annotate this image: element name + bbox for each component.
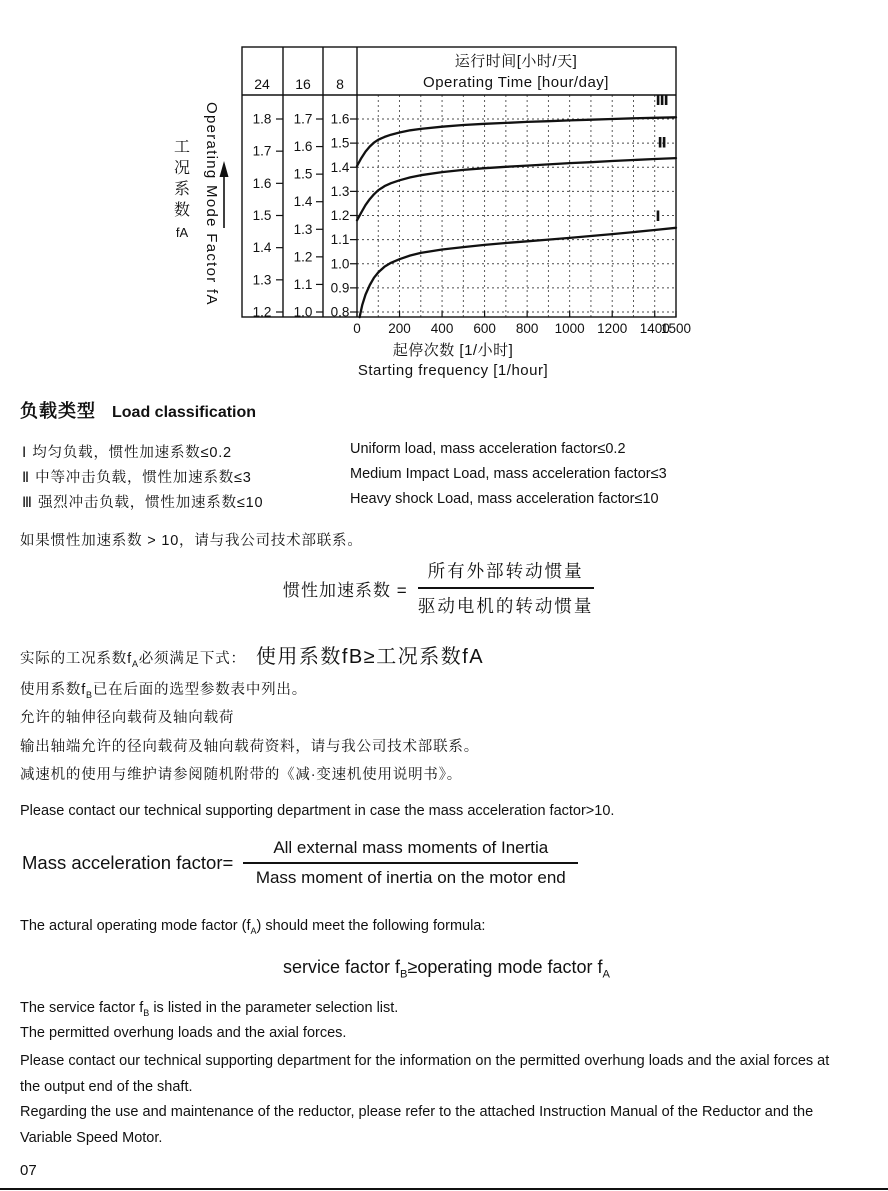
en-formula-numerator: All external mass moments of Inertia	[243, 838, 578, 864]
svg-text:Ⅲ: Ⅲ	[655, 92, 669, 109]
svg-text:1.2: 1.2	[293, 249, 313, 265]
svg-text:1200: 1200	[597, 321, 628, 336]
y-axis-label-zh-fa: fA	[175, 225, 189, 240]
y-axis-label-zh	[174, 139, 190, 219]
chart-svg	[158, 40, 698, 390]
svg-text:1.3: 1.3	[252, 272, 272, 288]
svg-text:1.1: 1.1	[330, 232, 350, 248]
load-row-zh: 中等冲击负载，惯性加速系数≤3	[35, 470, 252, 486]
svg-text:200: 200	[388, 321, 411, 336]
svg-text:1.4: 1.4	[293, 194, 313, 210]
operating-mode-factor-chart	[158, 40, 698, 390]
svg-text:1.5: 1.5	[330, 135, 350, 151]
en-manual-paragraph: Regarding the use and maintenance of the reductor, please refer to the attached Instruction Manual of the Reductor and the Variable Speed Motor.	[20, 1104, 814, 1146]
zh-formula-lhs: 惯性加速系数 =	[283, 580, 408, 600]
svg-text:1.0: 1.0	[330, 256, 350, 272]
svg-text:Ⅱ: Ⅱ	[657, 134, 667, 151]
zh-mass-acceleration-formula	[283, 558, 594, 618]
svg-text:1.7: 1.7	[293, 111, 313, 127]
svg-text:1.0: 1.0	[293, 304, 313, 320]
en-contact-note: Please contact our technical supporting department in case the mass acceleration factor>10.	[20, 803, 615, 819]
en-overhung-line: The permitted overhung loads and the axial forces.	[20, 1025, 347, 1041]
svg-text:400: 400	[430, 321, 454, 336]
svg-text:Ⅰ: Ⅰ	[655, 207, 661, 224]
zh-requirement-prefix: 实际的工况系数$f_A$必须满足下式：	[20, 651, 246, 669]
load-classification-title	[20, 397, 256, 423]
en-overhung-paragraph: Please contact our technical supporting department for the information on the permitted overhung loads and the axial forces at the output end of the shaft.	[20, 1053, 830, 1095]
y-axis-label-en: Operating Mode Factor fA	[203, 102, 220, 306]
svg-text:0.9: 0.9	[330, 280, 350, 296]
svg-text:0: 0	[353, 321, 361, 336]
svg-text:1.4: 1.4	[330, 159, 350, 175]
x-axis-label-zh: 起停次数 [1/小时]	[392, 342, 514, 359]
svg-text:1.5: 1.5	[293, 166, 313, 182]
svg-text:800: 800	[515, 321, 539, 336]
page-bottom-rule	[0, 1188, 888, 1190]
zh-requirement-line	[20, 640, 484, 669]
zh-permitted-loads-contact: 输出轴端允许的径向载荷及轴向载荷资料，请与我公司技术部联系。	[20, 739, 479, 755]
svg-text:1400: 1400	[639, 321, 670, 336]
en-service-factor-formula: service factor $f_B\ge operating$ mode factor $f_A$	[283, 957, 610, 981]
load-row-zh: 强烈冲击负载，惯性加速系数≤10	[38, 495, 264, 511]
load-row-en: Medium Impact Load, mass acceleration factor≤3	[350, 466, 667, 482]
svg-text:1.6: 1.6	[330, 111, 350, 127]
load-row-uniform	[22, 441, 862, 462]
svg-text:系: 系	[173, 181, 191, 198]
zh-requirement-formula: 使用系数fB≥工况系数fA	[255, 646, 485, 668]
load-row-medium	[22, 466, 862, 487]
zh-formula-denominator: 驱动电机的转动惯量	[417, 596, 594, 616]
scale-header-24: 24	[254, 76, 270, 92]
svg-text:1.5: 1.5	[252, 208, 272, 223]
page-number: 07	[20, 1162, 37, 1179]
en-formula-lhs: Mass acceleration factor=	[22, 852, 234, 873]
load-classification-title-zh: 负载类型	[20, 401, 96, 421]
zh-formula-fraction	[418, 558, 594, 618]
svg-text:0.8: 0.8	[330, 304, 350, 320]
load-row-zh: 均匀负载，惯性加速系数≤0.2	[32, 445, 232, 461]
load-row-numeral: Ⅰ	[22, 445, 27, 461]
load-row-numeral: Ⅲ	[22, 495, 32, 511]
svg-text:1.6: 1.6	[293, 139, 313, 155]
chart-title-zh: 运行时间[小时/天]	[454, 53, 578, 70]
svg-text:数: 数	[173, 202, 191, 219]
load-row-heavy	[22, 491, 862, 512]
svg-text:1.3: 1.3	[293, 221, 313, 237]
en-fb-listed-line: The service factor $f_B$ is listed in the parameter selection list.	[20, 1000, 399, 1018]
svg-text:1.2: 1.2	[252, 304, 272, 320]
svg-text:工: 工	[173, 139, 191, 156]
load-classification-title-en: Load classification	[112, 404, 257, 421]
zh-fb-listed-line: 使用系数$f_B$已在后面的选型参数表中列出。	[20, 682, 308, 700]
load-row-en: Heavy shock Load, mass acceleration factor≤10	[350, 491, 659, 507]
svg-text:1.6: 1.6	[252, 175, 272, 191]
en-formula-fraction	[243, 838, 578, 888]
svg-text:1.2: 1.2	[330, 208, 350, 223]
svg-text:况: 况	[173, 160, 191, 177]
svg-text:1500: 1500	[660, 321, 692, 336]
svg-text:1.7: 1.7	[252, 143, 272, 159]
svg-text:600: 600	[473, 321, 496, 336]
zh-formula-numerator: 所有外部转动惯量	[418, 558, 594, 589]
svg-text:1000: 1000	[554, 321, 585, 336]
load-row-numeral: Ⅱ	[22, 470, 30, 486]
zh-manual-note: 减速机的使用与维护请参阅随机附带的《减·变速机使用说明书》。	[20, 767, 463, 783]
scale-header-16: 16	[295, 76, 311, 92]
en-actural-line: The actural operating mode factor $(f_A)$ should meet the following formula:	[20, 918, 486, 936]
svg-text:1.4: 1.4	[252, 240, 272, 256]
svg-text:1.1: 1.1	[293, 276, 313, 292]
x-axis-label-en: Starting frequency [1/hour]	[357, 362, 549, 379]
zh-permitted-loads-title: 允许的轴伸径向载荷及轴向载荷	[20, 710, 235, 726]
zh-contact-note: 如果惯性加速系数 > 10，请与我公司技术部联系。	[20, 533, 363, 549]
en-mass-acceleration-formula	[22, 838, 578, 888]
load-row-en: Uniform load, mass acceleration factor≤0.2	[350, 441, 626, 457]
svg-text:1.8: 1.8	[252, 111, 272, 127]
chart-title-en: Operating Time [hour/day]	[423, 74, 609, 91]
en-formula-denominator: Mass moment of inertia on the motor end	[255, 868, 566, 887]
svg-text:1.3: 1.3	[330, 183, 350, 199]
scale-header-8: 8	[336, 76, 344, 92]
